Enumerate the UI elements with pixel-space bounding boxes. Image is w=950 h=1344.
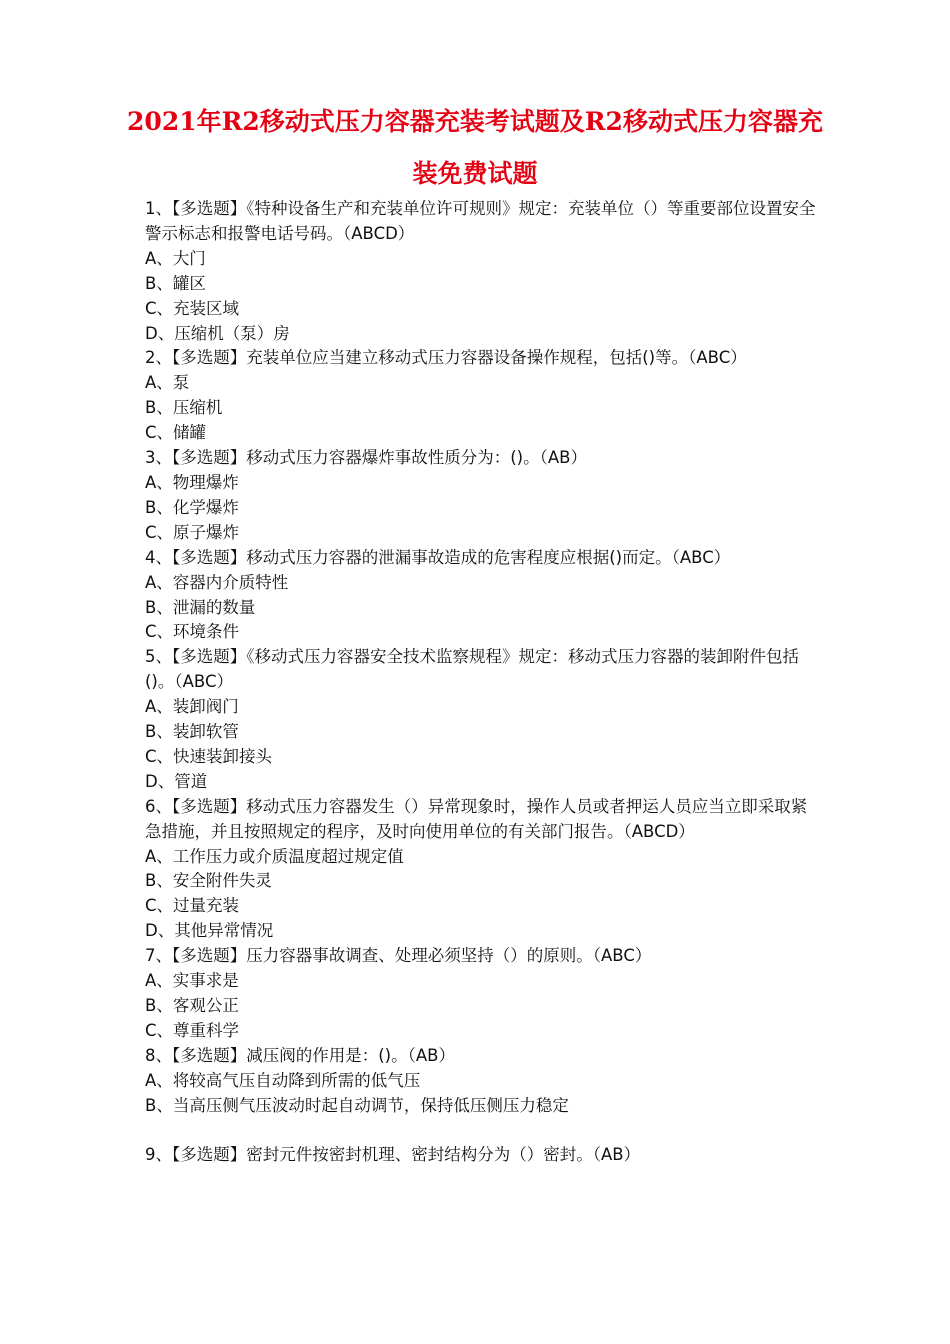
question-item	[145, 346, 820, 446]
question-text: 减压阀的作用是：()。	[246, 1045, 408, 1065]
question-number: 8、	[145, 1045, 172, 1065]
question-item	[145, 197, 820, 346]
question-type-tag: 【多选题】	[172, 1045, 247, 1065]
question-list	[145, 197, 820, 1168]
option-b: B、泄漏的数量	[145, 597, 256, 617]
question-text: 移动式压力容器的泄漏事故造成的危害程度应根据()而定。	[246, 547, 672, 567]
option-c: C、储罐	[145, 423, 207, 443]
question-type-tag: 【多选题】	[172, 199, 247, 218]
option-a: A、物理爆炸	[145, 472, 239, 492]
question-answer: （ABCD）	[623, 821, 695, 841]
option-b: B、安全附件失灵	[145, 871, 272, 891]
option-b: B、罐区	[145, 273, 206, 293]
option-a: A、实事求是	[145, 971, 239, 991]
question-text: 《移动式压力容器安全技术监察规程》规定：移动式压力容器的装卸附件包括()。	[145, 647, 799, 692]
question-type-tag: 【多选题】	[172, 1145, 247, 1165]
option-b: B、客观公正	[145, 996, 239, 1015]
question-text: 《特种设备生产和充装单位许可规则》规定：充装单位（）等重要部位设置安全警示标志和报警电话号码。	[145, 199, 816, 243]
option-a: A、容器内介质特性	[145, 572, 289, 592]
question-item	[145, 645, 820, 794]
question-text: 移动式压力容器爆炸事故性质分为：()。	[246, 448, 540, 468]
question-stem	[145, 645, 820, 695]
question-answer: （ABC）	[688, 348, 747, 368]
option-d: D、其他异常情况	[145, 921, 274, 941]
question-item	[145, 944, 820, 1044]
question-type-tag: 【多选题】	[172, 547, 247, 567]
question-answer: （ABC）	[671, 547, 731, 567]
question-stem	[145, 1044, 820, 1069]
question-stem	[145, 944, 820, 969]
question-stem	[145, 346, 820, 371]
option-c: C、充装区域	[145, 298, 240, 318]
question-number: 4、	[145, 547, 172, 567]
option-c: C、环境条件	[145, 622, 240, 642]
question-number: 7、	[145, 946, 172, 966]
question-answer: （ABC）	[174, 672, 233, 692]
question-text: 移动式压力容器发生（）异常现象时，操作人员或者押运人员应当立即采取紧急措施，并且按照规定的程序，及时向使用单位的有关部门报告。	[145, 796, 808, 841]
option-a: A、工作压力或介质温度超过规定值	[145, 846, 404, 866]
option-b: B、当高压侧气压波动时起自动调节，保持低压侧压力稳定	[145, 1095, 569, 1115]
question-stem	[145, 446, 820, 471]
option-d: D、压缩机（泵）房	[145, 323, 290, 343]
option-a: A、泵	[145, 373, 190, 393]
question-number: 2、	[145, 348, 172, 368]
question-stem	[145, 546, 820, 571]
question-answer: （ABC）	[592, 946, 652, 966]
question-item	[145, 1143, 820, 1168]
question-text: 压力容器事故调查、处理必须坚持（）的原则。	[246, 946, 593, 966]
question-stem	[145, 1143, 820, 1168]
question-item	[145, 446, 820, 546]
document-title: 2021年R2移动式压力容器充装考试题及R2移动式压力容器充装免费试题	[127, 107, 823, 188]
question-stem	[145, 795, 820, 845]
question-item	[145, 795, 820, 944]
question-text: 密封元件按密封机理、密封结构分为（）密封。	[246, 1145, 593, 1165]
option-c: C、原子爆炸	[145, 522, 240, 542]
question-number: 6、	[145, 796, 172, 816]
option-b: B、装卸软管	[145, 722, 239, 742]
question-number: 3、	[145, 448, 172, 468]
option-c: C、尊重科学	[145, 1020, 240, 1040]
option-a: A、将较高气压自动降到所需的低气压	[145, 1070, 421, 1090]
question-text: 充装单位应当建立移动式压力容器设备操作规程，包括()等。	[246, 348, 689, 368]
question-type-tag: 【多选题】	[172, 348, 247, 368]
question-type-tag: 【多选题】	[172, 448, 247, 468]
question-number: 9、	[145, 1145, 172, 1165]
question-item	[145, 1044, 820, 1119]
option-b: B、化学爆炸	[145, 497, 239, 517]
question-number: 1、	[145, 199, 172, 218]
question-answer: （AB）	[592, 1145, 641, 1165]
option-c: C、过量充装	[145, 896, 240, 916]
question-type-tag: 【多选题】	[172, 946, 247, 966]
question-number: 5、	[145, 647, 172, 667]
question-type-tag: 【多选题】	[172, 796, 247, 816]
option-b: B、压缩机	[145, 398, 223, 418]
question-item	[145, 546, 820, 646]
option-d: D、管道	[145, 771, 208, 791]
option-c: C、快速装卸接头	[145, 746, 273, 766]
question-answer: （AB）	[539, 448, 587, 468]
question-stem	[145, 197, 820, 247]
option-a: A、装卸阀门	[145, 697, 239, 717]
option-a: A、大门	[145, 248, 206, 268]
question-answer: （AB）	[407, 1045, 455, 1065]
question-answer: （ABCD）	[343, 223, 415, 243]
question-type-tag: 【多选题】	[172, 647, 247, 667]
